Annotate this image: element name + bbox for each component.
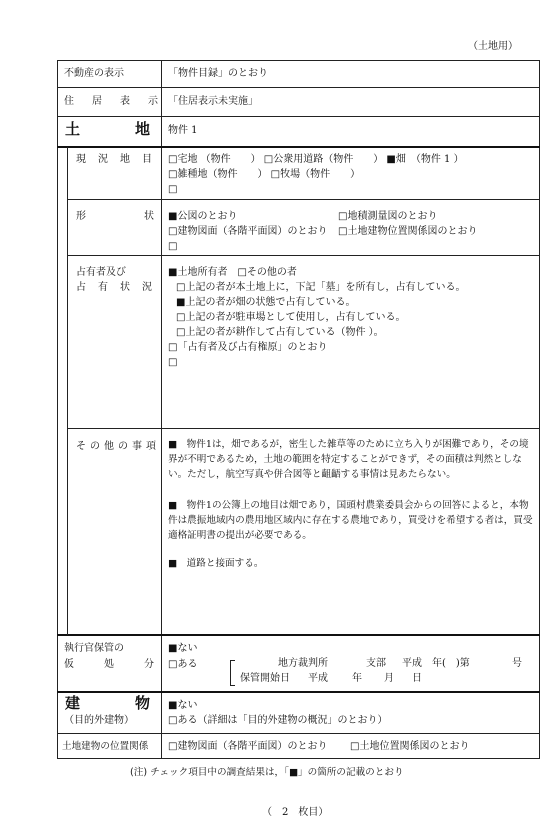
- provisional-label-line1: 執行官保管の: [64, 643, 124, 654]
- position-label: 土地建物の位置関係: [62, 741, 149, 752]
- other-paragraph-1: ■ 物件1は，畑であるが，密生した雑草等のために立ち入りが困難であり，その境界が不明であるため，土地の範囲を特定することができず，その面積は判然としない。ただし，航空写真や併合図等と齟齬する事情は見あたらない。: [168, 439, 529, 480]
- current-category-line1: □宅地 （物件 ） □公衆用道路（物件 ） ■畑 （物件 1 ）: [168, 154, 464, 165]
- land-label-left: 土: [65, 120, 81, 138]
- occupancy-label-line1: 占有者及び: [76, 267, 126, 278]
- form-type-label: （土地用）: [468, 41, 518, 52]
- provisional-none: ■ない: [168, 643, 198, 654]
- other-paragraph-3: ■ 道路と接面する。: [168, 558, 264, 569]
- occupancy-line1: ■土地所有者 □その他の者: [168, 267, 297, 278]
- shape-label-left: 形: [76, 211, 86, 222]
- current-category-line2: □雑種地（物件 ） □牧場（物件 ）: [168, 169, 361, 180]
- provisional-start-era: 平成: [308, 673, 328, 684]
- other-paragraph-2: ■ 物件1の公簿上の地目は畑であり，国頭村農業委員会からの回答によると，本物件は農振地域内の農用地区域内に存在する農地であり，買受けを希望する者は，買受適格証明書の提出が必要である。: [168, 500, 533, 541]
- address-label: 住居表示: [64, 96, 176, 107]
- current-category-label: 現況地目: [76, 154, 164, 165]
- occupancy-line3: ■上記の者が畑の状態で占有している。: [176, 297, 356, 308]
- land-label-right: 地: [135, 120, 151, 138]
- provisional-year-paren: 年( )第: [432, 658, 470, 669]
- provisional-label-kari: 仮: [64, 659, 74, 670]
- occupancy-line5: □上記の者が耕作して占有している（物件 ）。: [176, 327, 384, 338]
- other-label: その他の事項: [76, 441, 160, 452]
- occupancy-line4: □上記の者が駐車場として使用し，占有している。: [176, 312, 406, 323]
- building-sublabel: （目的外建物）: [64, 715, 134, 726]
- position-option-building: □建物図面（各階平面図）のとおり: [168, 741, 328, 752]
- shape-option-building: □建物図面（各階平面図）のとおり: [168, 226, 328, 237]
- building-exists: □ある（詳細は「目的外建物の概況」のとおり）: [168, 715, 388, 726]
- building-none: ■ない: [168, 700, 198, 711]
- occupancy-line6: □「占有者及び占有権原」のとおり: [168, 342, 328, 353]
- page-number: （ 2 枚目）: [262, 807, 329, 818]
- building-label-right: 物: [135, 694, 151, 712]
- provisional-label-sho: 処: [104, 659, 114, 670]
- provisional-number: 号: [512, 658, 522, 669]
- building-label-left: 建: [65, 694, 81, 712]
- provisional-era: 平成: [402, 658, 422, 669]
- provisional-start-day: 日: [412, 673, 422, 684]
- provisional-start-month: 月: [384, 673, 394, 684]
- provisional-exists: □ある: [168, 659, 198, 670]
- real-estate-label: 不動産の表示: [64, 68, 124, 79]
- shape-option-koz: ■公図のとおり: [168, 211, 238, 222]
- position-option-land: □土地位置関係図のとおり: [350, 741, 470, 752]
- provisional-start-year: 年: [352, 673, 362, 684]
- shape-option-position: □土地建物位置関係図のとおり: [338, 226, 478, 237]
- provisional-court: 地方裁判所: [278, 658, 328, 669]
- shape-option-other: □: [168, 241, 178, 252]
- current-category-line3: □: [168, 184, 178, 195]
- shape-label-right: 状: [144, 211, 154, 222]
- provisional-label-bun: 分: [144, 659, 154, 670]
- provisional-bracket: [230, 660, 235, 686]
- provisional-start-label: 保管開始日: [240, 673, 290, 684]
- footer-note: (注) チェック項目中の調査結果は，「■」の箇所の記載のとおり: [130, 767, 404, 778]
- real-estate-value: 「物件目録」のとおり: [168, 68, 268, 79]
- address-value: 「住居表示未実施」: [168, 96, 258, 107]
- land-value: 物件 1: [168, 125, 198, 136]
- provisional-branch: 支部: [366, 658, 386, 669]
- occupancy-line2: □上記の者が本土地上に，下記「墓」を所有し，占有している。: [176, 282, 466, 293]
- occupancy-label-line2: 占有状況: [76, 282, 164, 293]
- occupancy-line7: □: [168, 357, 178, 368]
- shape-option-survey: □地積測量図のとおり: [338, 211, 438, 222]
